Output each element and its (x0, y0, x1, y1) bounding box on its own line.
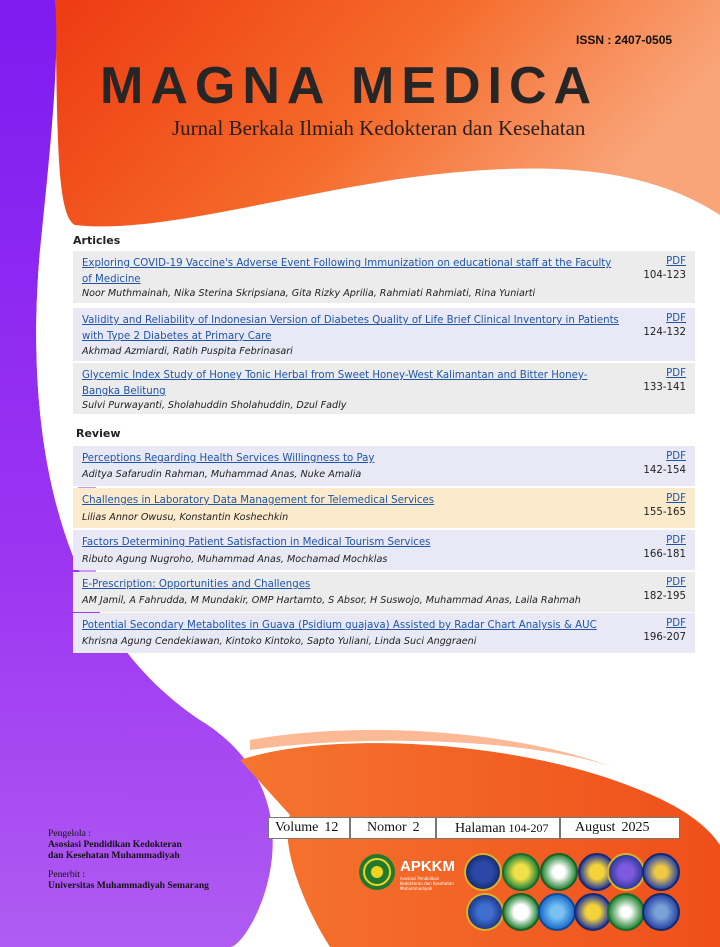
list-item (73, 363, 695, 414)
pdf-link[interactable]: PDF (666, 577, 686, 588)
list-item (73, 488, 695, 528)
pengelola-line1: Asosiasi Pendidikan Kedokteran (48, 839, 182, 850)
publisher-info (48, 828, 209, 891)
review-authors: Ributo Agung Nugroho, Muhammad Anas, Mochamad Mochklas (82, 554, 388, 565)
review-title-link[interactable]: Perceptions Regarding Health Services Willingness to Pay (82, 453, 375, 464)
list-item (73, 530, 695, 570)
university-seal-icon (607, 853, 645, 891)
university-seal-icon (466, 893, 504, 931)
review-authors: AM Jamil, A Fahrudda, M Mundakir, OMP Hartamto, S Absor, H Suswojo, Muhammad Anas, Laila Rahmah (82, 595, 581, 606)
university-seal-icon (607, 893, 645, 931)
review-title-link[interactable]: E-Prescription: Opportunities and Challenges (82, 579, 311, 590)
university-seal-icon (642, 893, 680, 931)
pages-box (436, 817, 560, 839)
university-seal-icon (502, 893, 540, 931)
pengelola-label: Pengelola : (48, 828, 91, 839)
pages-range: 104-207 (508, 821, 549, 835)
pdf-link[interactable]: PDF (666, 368, 686, 379)
article-title-link[interactable]: Exploring COVID-19 Vaccine's Adverse Event Following Immunization on educational staff at the Faculty of Medicine (82, 258, 612, 285)
page-range: 142-154 (643, 465, 686, 476)
review-authors: Lilias Annor Owusu, Konstantin Koshechkin (82, 512, 289, 523)
page-range: 155-165 (643, 507, 686, 518)
university-seal-icon (538, 893, 576, 931)
number-box (350, 817, 436, 839)
review-title-link[interactable]: Challenges in Laboratory Data Management for Telemedical Services (82, 495, 435, 506)
volume-box (268, 817, 350, 839)
pdf-link[interactable]: PDF (666, 493, 686, 504)
page-range: 166-181 (643, 549, 686, 560)
review-authors: Aditya Safarudin Rahman, Muhammad Anas, Nuke Amalia (82, 469, 362, 480)
university-seal-icon (642, 853, 680, 891)
apkkm-logo-icon (358, 853, 396, 891)
university-seal-icon (502, 853, 540, 891)
journal-title: MAGNA MEDICA (100, 57, 599, 115)
page-range: 104-123 (643, 270, 686, 281)
apkkm-logo-tagline: Asosiasi Pendidikan Kedokteran dan Kesehatan Muhammadiyah (400, 876, 454, 891)
review-authors: Khrisna Agung Cendekiawan, Kintoko Kintoko, Sapto Yuliani, Linda Suci Anggraeni (82, 636, 477, 647)
review-heading: Review (76, 427, 121, 440)
list-item (73, 251, 695, 303)
pdf-link[interactable]: PDF (666, 256, 686, 267)
article-title-link[interactable]: Glycemic Index Study of Honey Tonic Herbal from Sweet Honey-West Kalimantan and Bitter Honey-Bangka Belitung (82, 370, 588, 397)
pengelola-line2: dan Kesehatan Muhammadiyah (48, 850, 180, 861)
issn: ISSN : 2407-0505 (576, 33, 673, 47)
volume-number: 12 (324, 820, 339, 835)
date-box (560, 817, 680, 839)
university-seal-icon (464, 853, 502, 891)
issue-year: 2025 (621, 820, 650, 835)
pdf-link[interactable]: PDF (666, 451, 686, 462)
article-title-link[interactable]: Validity and Reliability of Indonesian Version of Diabetes Quality of Life Brief Clinical Inventory in Patients with Type 2 Diabetes at Primary Care (82, 315, 619, 342)
review-title-link[interactable]: Potential Secondary Metabolites in Guava (Psidium guajava) Assisted by Radar Chart Analysis & AUC (82, 620, 597, 631)
article-authors: Sulvi Purwayanti, Sholahuddin Sholahuddin, Dzul Fadly (82, 400, 347, 411)
issue-month: August (575, 820, 616, 835)
number-label: Nomor (367, 820, 407, 835)
pdf-link[interactable]: PDF (666, 618, 686, 629)
articles-heading: Articles (73, 234, 121, 247)
journal-subtitle: Jurnal Berkala Ilmiah Kedokteran dan Kesehatan (172, 116, 586, 140)
pdf-link[interactable]: PDF (666, 535, 686, 546)
pdf-link[interactable]: PDF (666, 313, 686, 324)
list-item (73, 446, 695, 486)
page-range: 182-195 (643, 591, 686, 602)
list-item (73, 308, 695, 361)
article-authors: Noor Muthmainah, Nika Sterina Skripsiana, Gita Rizky Aprilia, Rahmiati Rahmiati, Rina Yuniarti (82, 288, 536, 299)
university-seal-icon (540, 853, 578, 891)
review-title-link[interactable]: Factors Determining Patient Satisfaction in Medical Tourism Services (82, 537, 431, 548)
pages-label: Halaman (455, 821, 506, 836)
issue-number: 2 (412, 820, 420, 835)
list-item (73, 613, 695, 653)
apkkm-logo-text: APKKM (400, 858, 455, 875)
volume-label: Volume (275, 820, 319, 835)
article-authors: Akhmad Azmiardi, Ratih Puspita Febrinasari (82, 346, 293, 357)
penerbit-label: Penerbit : (48, 869, 86, 880)
penerbit-name: Universitas Muhammadiyah Semarang (48, 880, 209, 891)
page-range: 196-207 (643, 632, 686, 643)
list-item (73, 572, 695, 612)
page-range: 124-132 (643, 327, 686, 338)
page-range: 133-141 (643, 382, 686, 393)
